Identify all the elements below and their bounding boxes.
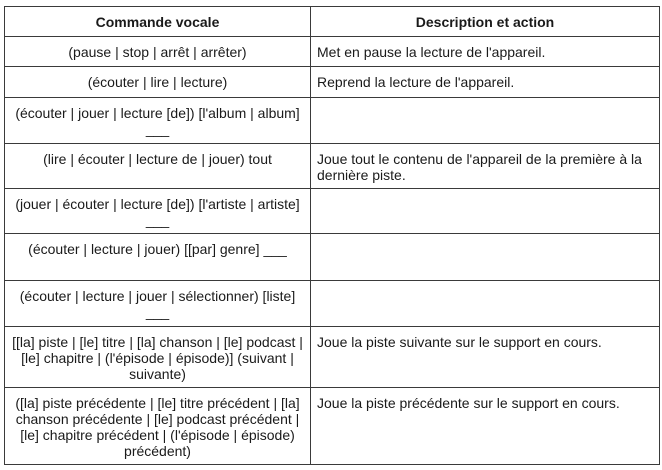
voice-command-table bbox=[4, 6, 660, 465]
description-cell bbox=[311, 98, 660, 144]
table-row bbox=[5, 327, 660, 388]
description-cell: Joue la piste précédente sur le support en cours. bbox=[311, 388, 660, 465]
table-body bbox=[5, 37, 660, 465]
table-row bbox=[5, 281, 660, 327]
table-row bbox=[5, 98, 660, 144]
command-cell: (écouter | lecture | jouer) [[par] genre] ___ bbox=[5, 234, 311, 281]
table-row bbox=[5, 67, 660, 98]
table-row bbox=[5, 37, 660, 67]
command-cell: (écouter | lecture | jouer | sélectionner) [liste] ___ bbox=[5, 281, 311, 327]
command-cell: (lire | écouter | lecture de | jouer) tout bbox=[5, 144, 311, 189]
description-cell: Reprend la lecture de l'appareil. bbox=[311, 67, 660, 98]
description-cell: Joue tout le contenu de l'appareil de la première à la dernière piste. bbox=[311, 144, 660, 189]
header-row bbox=[5, 7, 660, 37]
description-cell: Met en pause la lecture de l'appareil. bbox=[311, 37, 660, 67]
description-cell bbox=[311, 189, 660, 234]
table-row bbox=[5, 388, 660, 465]
command-cell: (écouter | jouer | lecture [de]) [l'album | album] ___ bbox=[5, 98, 311, 144]
description-column-header: Description et action bbox=[311, 7, 660, 37]
command-cell: (jouer | écouter | lecture [de]) [l'artiste | artiste] ___ bbox=[5, 189, 311, 234]
table-row bbox=[5, 189, 660, 234]
command-cell: (écouter | lire | lecture) bbox=[5, 67, 311, 98]
description-cell: Joue la piste suivante sur le support en cours. bbox=[311, 327, 660, 388]
table-row bbox=[5, 234, 660, 281]
table-header bbox=[5, 7, 660, 37]
command-cell: ([la] piste précédente | [le] titre précédent | [la] chanson précédente | [le] podcast précédent | [le] chapitre précédent | (l'épisode | épisode) précédent) bbox=[5, 388, 311, 465]
description-cell bbox=[311, 281, 660, 327]
command-column-header: Commande vocale bbox=[5, 7, 311, 37]
command-cell: (pause | stop | arrêt | arrêter) bbox=[5, 37, 311, 67]
command-cell: [[la] piste | [le] titre | [la] chanson | [le] podcast | [le] chapitre | (l'épisode | épisode)] (suivant | suivante) bbox=[5, 327, 311, 388]
description-cell bbox=[311, 234, 660, 281]
table-row bbox=[5, 144, 660, 189]
